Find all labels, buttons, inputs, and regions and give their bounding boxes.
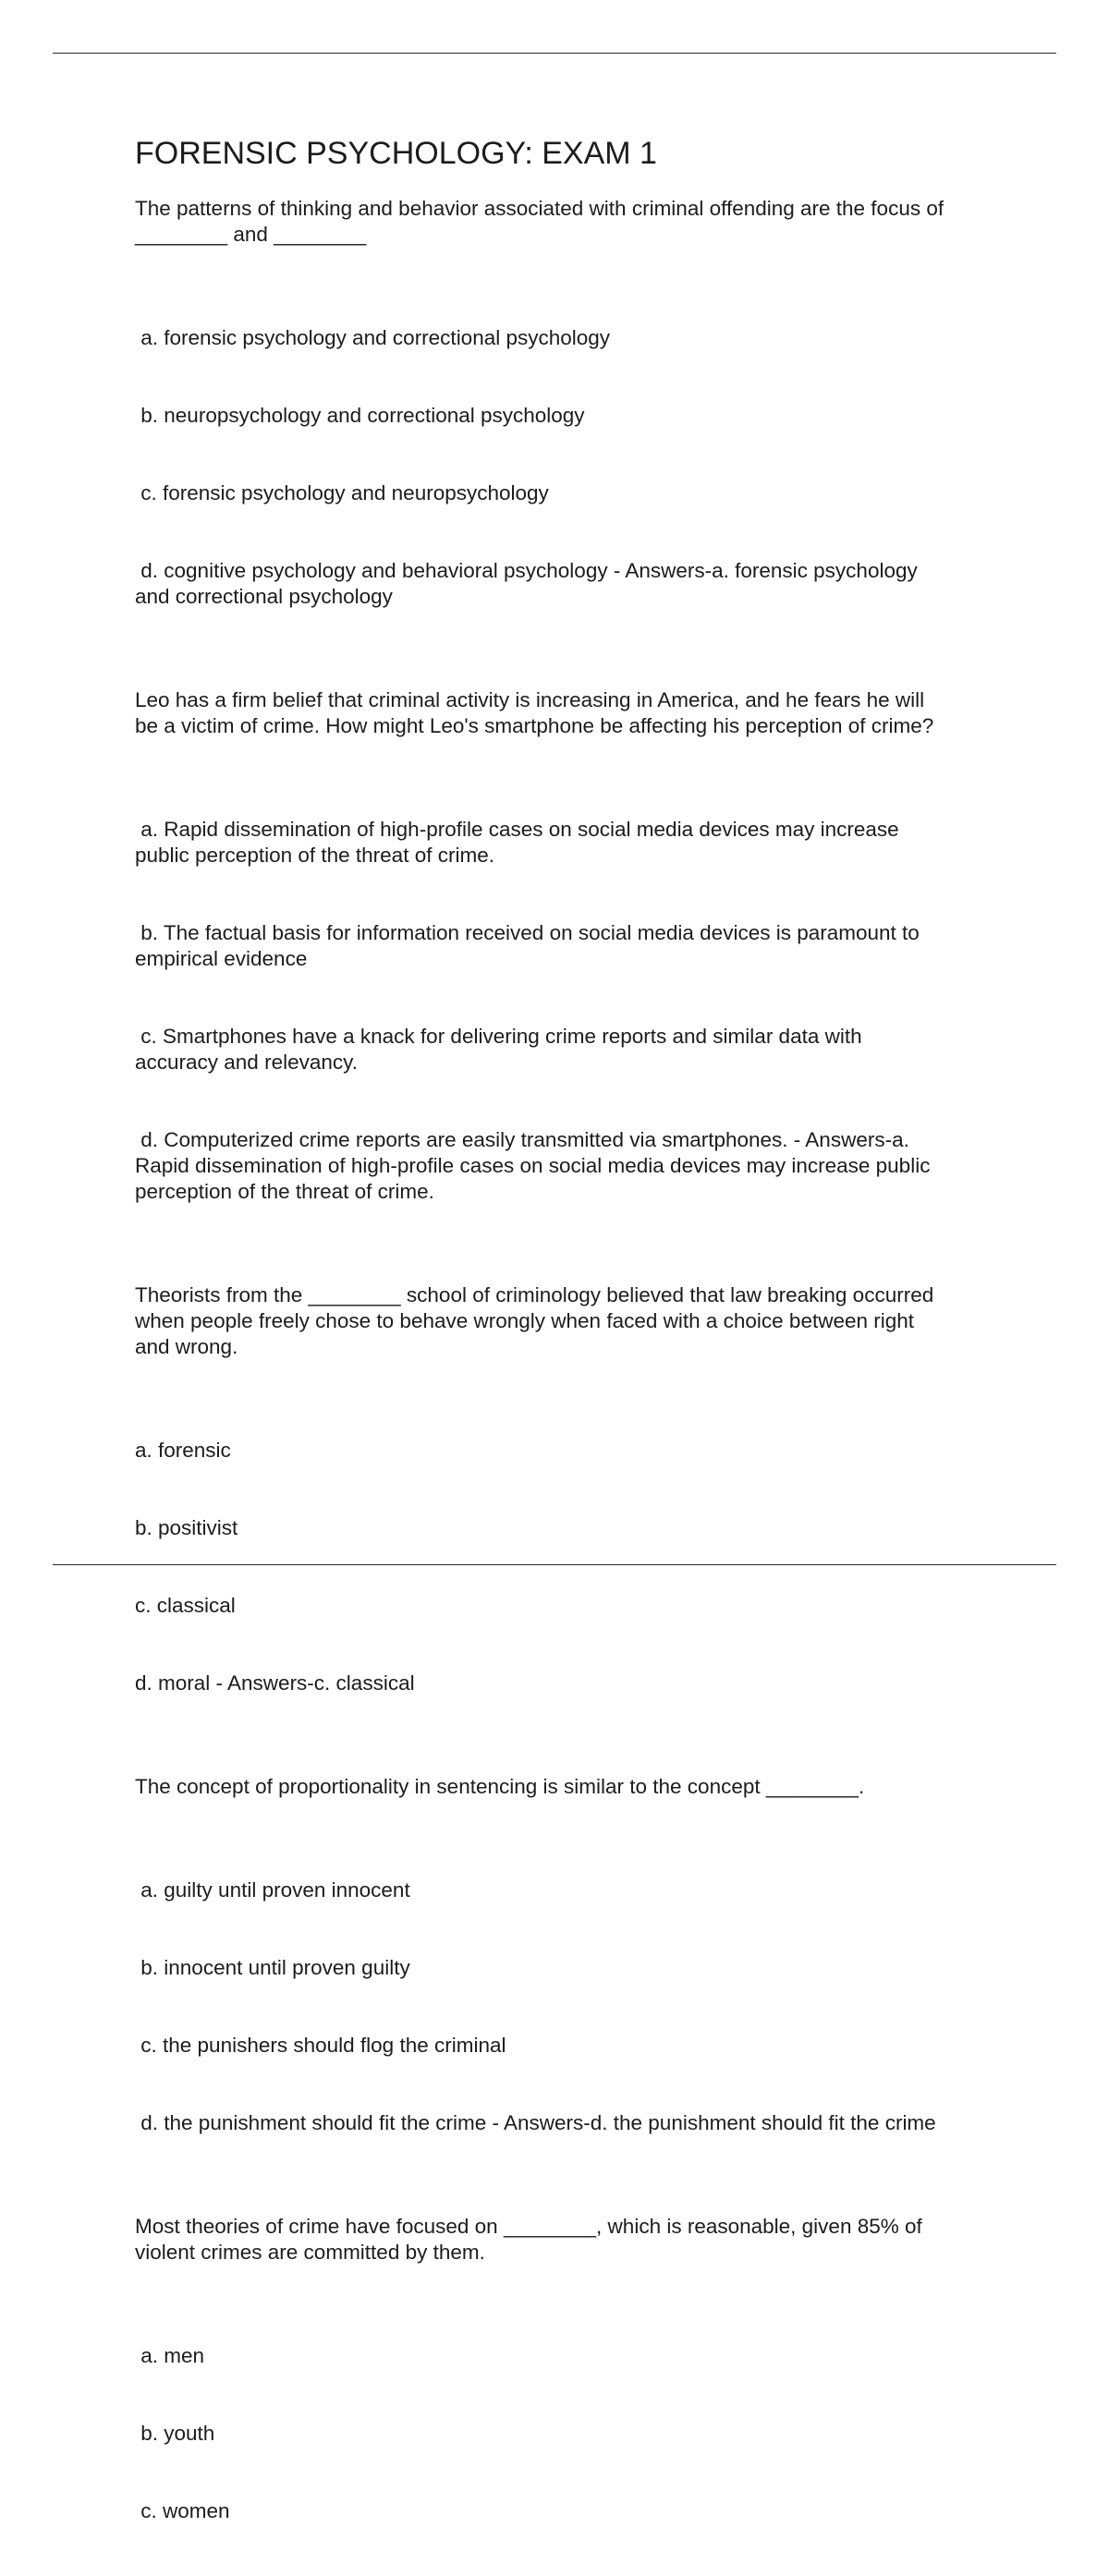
question-options [135,765,1011,1257]
question-prompt: The patterns of thinking and behavior associated with criminal offending are the focus of ________ and ________ [135,197,944,246]
option-d: d. cognitive psychology and behavioral psychology [135,559,608,582]
option-d-with-answer [135,1127,1011,1205]
option-c: c. forensic psychology and neuropsychology [135,481,549,504]
header-rule [53,53,1056,54]
question-4 [135,1774,1011,2188]
answer-text: - Answers-d. the punishment should fit the crime [486,2111,936,2134]
option-a: a. forensic psychology and correctional psychology [135,326,611,349]
option-a: a. guilty until proven innocent [135,1878,410,1902]
option-b: b. The factual basis for information received on social media devices is paramount to empirical evidence [135,921,920,970]
footer-rule [53,1564,1056,1565]
answer-text: - Answers-c. classical [210,1671,415,1695]
option-d: d. the punishment should fit the crime [135,2111,487,2134]
option-d-with-answer [135,558,1011,610]
option-a: a. forensic [135,1439,231,1462]
question-prompt: Theorists from the ________ school of criminology believed that law breaking occurred when people freely chose to behave wrongly when faced with a choice between right and wrong. [135,1283,934,1358]
question-prompt: The concept of proportionality in sentencing is similar to the concept ________. [135,1775,865,1798]
document-title: FORENSIC PSYCHOLOGY: EXAM 1 [135,136,657,171]
question-options [135,273,1011,662]
option-d-with-answer [135,2110,1011,2136]
option-c: c. classical [135,1594,236,1617]
option-c: c. Smartphones have a knack for delivering crime reports and similar data with accuracy and relevancy. [135,1025,862,1074]
option-b: b. youth [135,2422,215,2445]
question-options [135,1386,1011,1748]
option-a: a. men [135,2344,205,2367]
option-c: c. the punishers should flog the criminal [135,2034,506,2057]
question-options [135,2291,1011,2576]
question-1 [135,196,1011,662]
question-options [135,1826,1011,2188]
option-d-with-answer [135,1671,1011,1696]
option-a: a. Rapid dissemination of high-profile cases on social media devices may increase public perception of the threat of crime. [135,818,899,867]
question-prompt: Most theories of crime have focused on ________, which is reasonable, given 85% of violent crimes are committed by them. [135,2215,922,2264]
answer-text: - Answers-a. forensic psychology and correctional psychology [135,559,918,608]
option-d: d. Computerized crime reports are easily transmitted via smartphones. [135,1128,788,1151]
option-c: c. women [135,2499,230,2522]
option-d: d. moral [135,1671,211,1695]
question-3 [135,1282,1011,1748]
option-b: b. innocent until proven guilty [135,1956,410,1979]
question-prompt: Leo has a firm belief that criminal activity is increasing in America, and he fears he will be a victim of crime. How might Leo's smartphone be affecting his perception of crime? [135,688,934,737]
option-b: b. positivist [135,1516,238,1539]
option-b: b. neuropsychology and correctional psychology [135,404,585,427]
question-2 [135,687,1011,1257]
question-5 [135,2214,1011,2576]
document-body [135,131,1011,2576]
answer-text: - Answers-a. Rapid dissemination of high-profile cases on social media devices may increase public perception of the threat of crime. [135,1128,931,1203]
